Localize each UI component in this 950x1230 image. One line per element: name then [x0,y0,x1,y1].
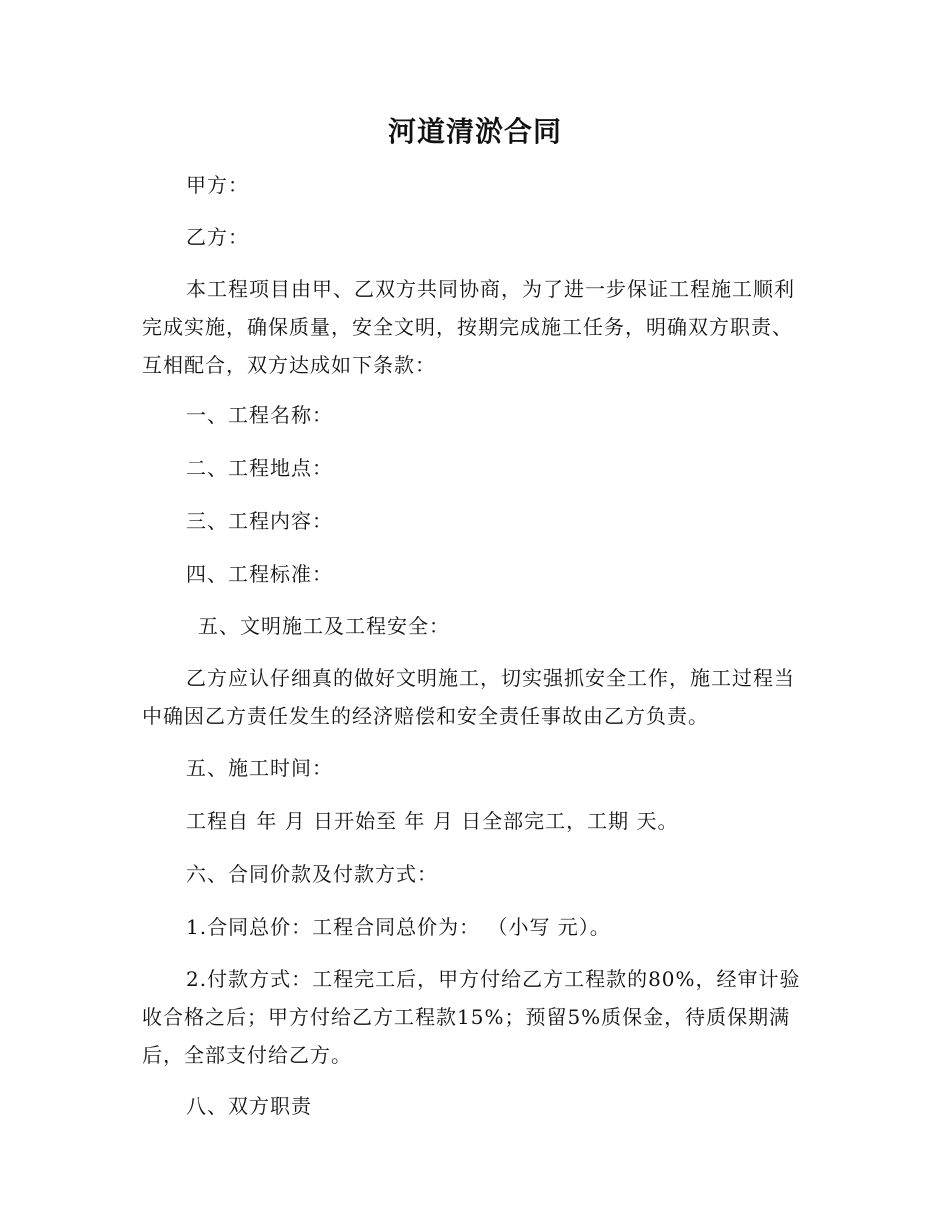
clause-safety-paragraph: 乙方应认仔细真的做好文明施工，切实强抓安全工作，施工过程当中确因乙方责任发生的经济赔偿和安全责任事故由乙方负责。 [142,666,795,728]
party-b-line: 乙方： [186,225,249,249]
clause-project-name: 一、工程名称： [186,403,333,427]
clause-schedule-paragraph: 工程自 年 月 日开始至 年 月 日全部完工，工期 天。 [186,809,679,833]
clause-payment-method: 2.付款方式：工程完工后，甲方付给乙方工程款的80%，经审计验收合格之后；甲方付给乙方工程款15%；预留5%质保金，待质保期满后，全部支付给乙方。 [142,967,801,1067]
party-a-line: 甲方： [186,173,249,197]
preamble-paragraph: 本工程项目由甲、乙双方共同协商，为了进一步保证工程施工顺利完成实施，确保质量，安全文明，按期完成施工任务，明确双方职责、互相配合，双方达成如下条款： [142,277,795,377]
clause-responsibilities-heading: 八、双方职责 [186,1094,312,1118]
clause-project-content: 三、工程内容： [186,509,333,533]
clause-safety-heading: 五、文明施工及工程安全： [198,614,450,638]
clause-schedule-heading: 五、施工时间： [186,756,333,780]
clause-price-heading: 六、合同价款及付款方式： [186,862,438,886]
clause-project-standard: 四、工程标准： [186,562,333,586]
document-title: 河道清淤合同 [387,115,562,148]
clause-project-location: 二、工程地点： [186,456,333,480]
clause-total-price: 1.合同总价：工程合同总价为： （小写 元）。 [186,915,611,939]
